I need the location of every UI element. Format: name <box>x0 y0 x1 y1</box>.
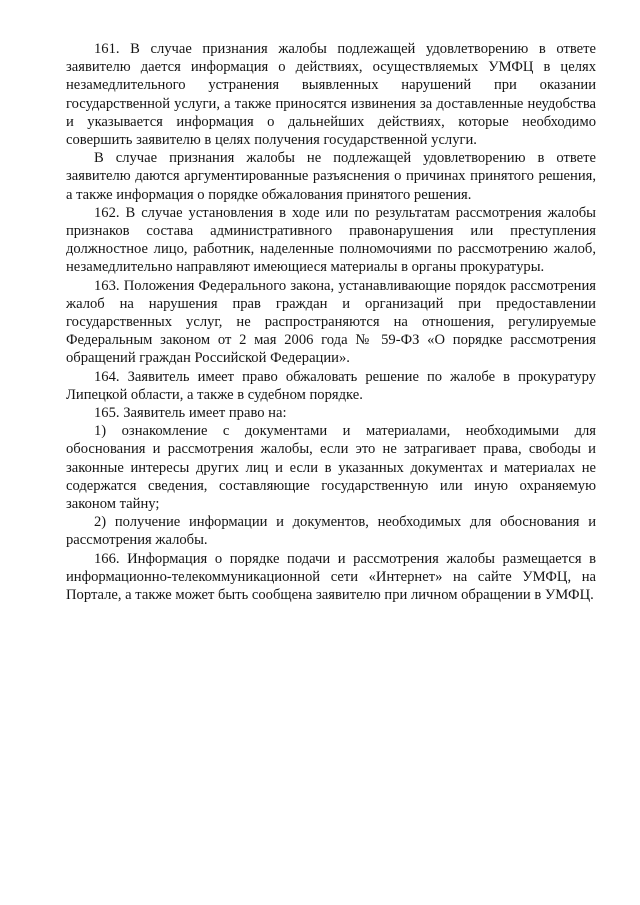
paragraph-165-item-1: 1) ознакомление с документами и материалами, необходимыми для обоснования и рассмотрения жалобы, если это не затрагивает права, свободы и законные интересы других лиц и если в указанных документах и материалах не содержатся сведения, составляющие государственную или иную охраняемую законом тайну; <box>66 423 596 513</box>
paragraph-166: 166. Информация о порядке подачи и рассмотрения жалобы размещается в информационно-телекоммуникационной сети «Интернет» на сайте УМФЦ, на Портале, а также может быть сообщена заявителю при личном обращении в УМФЦ. <box>66 550 596 604</box>
paragraph-164: 164. Заявитель имеет право обжаловать решение по жалобе в прокуратуру Липецкой области, а также в судебном порядке. <box>66 368 596 403</box>
paragraph-162: 162. В случае установления в ходе или по результатам рассмотрения жалобы признаков состава административного правонарушения или преступления должностное лицо, работник, наделенные полномочиями по рассмотрению жалоб, незамедлительно направляют имеющиеся материалы в органы прокуратуры. <box>66 204 596 276</box>
paragraph-165-item-2: 2) получение информации и документов, необходимых для обоснования и рассмотрения жалобы. <box>66 514 596 549</box>
paragraph-161: 161. В случае признания жалобы подлежащей удовлетворению в ответе заявителю дается информация о действиях, осуществляемых УМФЦ в целях незамедлительного устранения выявленных нарушений при оказании государственной услуги, а также приносятся извинения за доставленные неудобства и указывается информация о дальнейших действиях, которые необходимо совершить заявителю в целях получения государственной услуги. <box>66 41 596 149</box>
paragraph-163: 163. Положения Федерального закона, устанавливающие порядок рассмотрения жалоб на нарушения прав граждан и организаций при предоставлении государственных услуг, не распространяются на отношения, регулируемые Федеральным законом от 2 мая 2006 года № 59-ФЗ «О порядке рассмотрения обращений граждан Российской Федерации». <box>66 277 596 367</box>
paragraph-161-refusal: В случае признания жалобы не подлежащей удовлетворению в ответе заявителю даются аргументированные разъяснения о причинах принятого решения, а также информация о порядке обжалования принятого решения. <box>66 150 596 203</box>
paragraph-165: 165. Заявитель имеет право на: <box>94 405 287 422</box>
document-page <box>66 40 596 604</box>
